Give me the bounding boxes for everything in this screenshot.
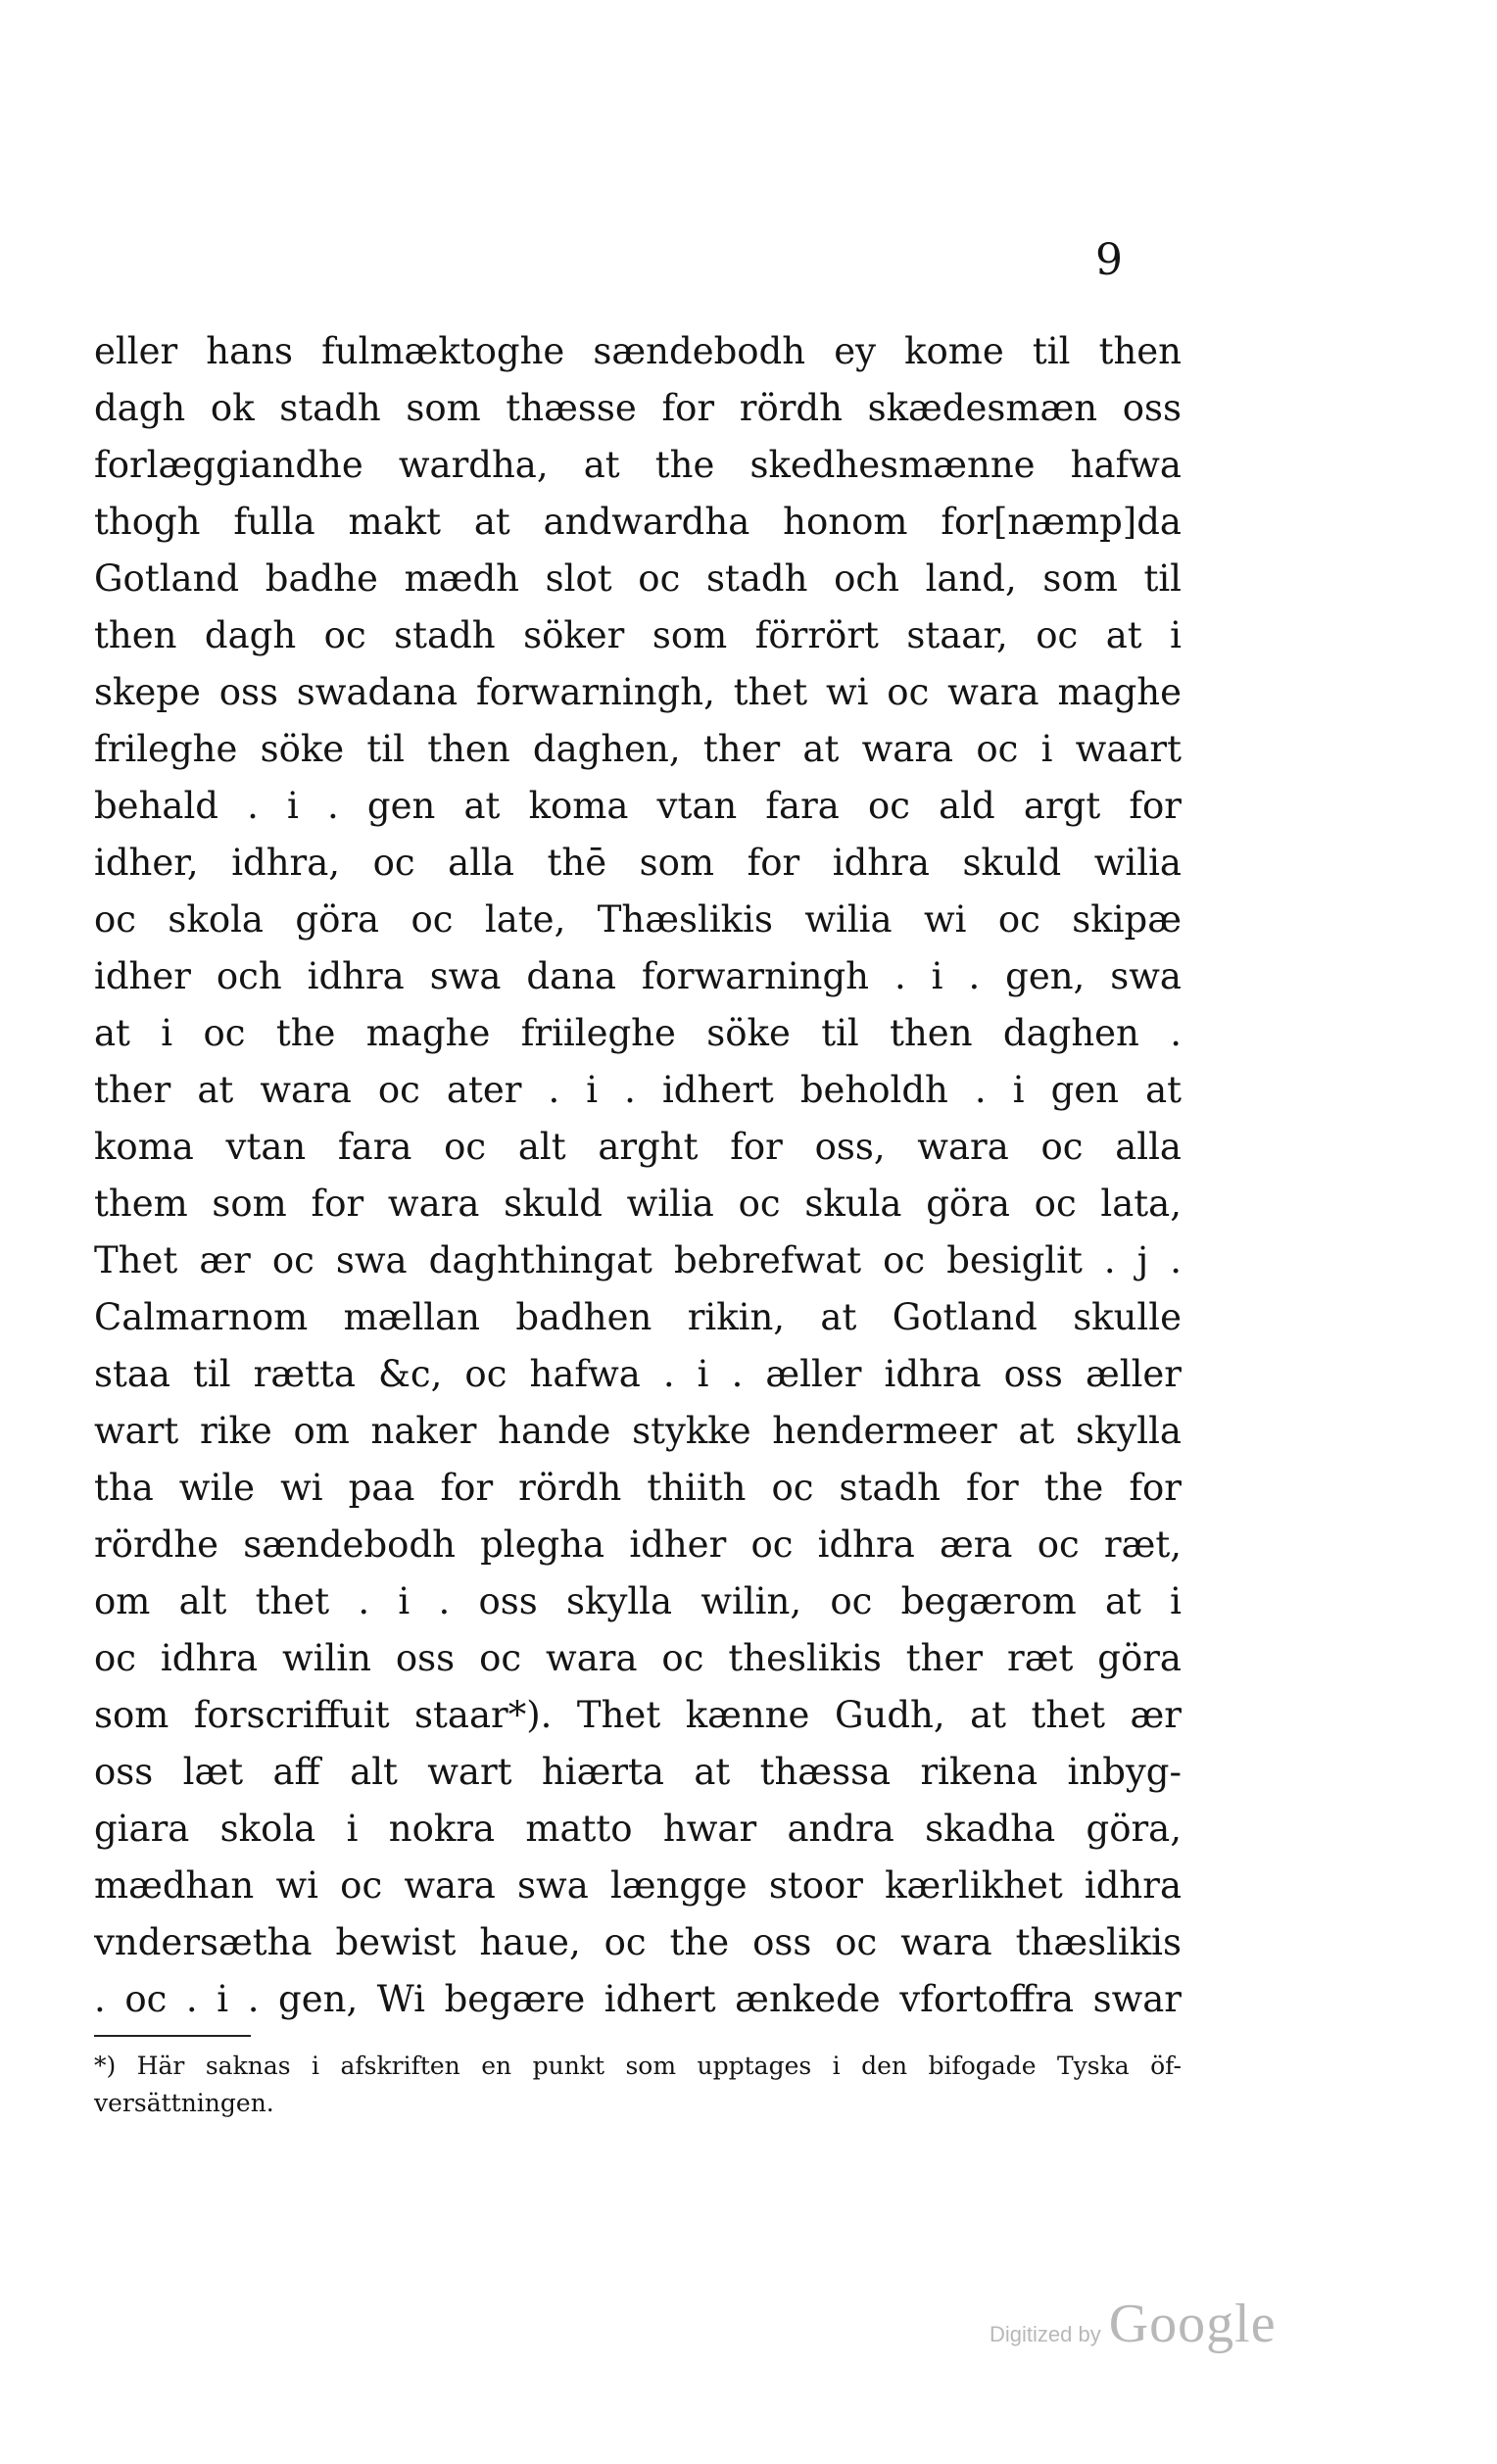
text-line: idher, idhra, oc alla thē som for idhra skuld wilia xyxy=(94,842,1182,884)
google-logo: Google xyxy=(1108,2294,1277,2354)
text-line: Calmarnom mællan badhen rikin, at Gotland skulle xyxy=(94,1296,1182,1338)
text-line: them som for wara skuld wilia oc skula göra oc lata, xyxy=(94,1183,1182,1225)
text-line: Gotland badhe mædh slot oc stadh och land, som til xyxy=(94,557,1182,600)
text-line: rördhe sændebodh plegha idher oc idhra æra oc ræt, xyxy=(94,1523,1182,1566)
text-line: mædhan wi oc wara swa længge stoor kærlikhet idhra xyxy=(94,1864,1182,1907)
text-line: oss læt aff alt wart hiærta at thæssa rikena inbyg- xyxy=(94,1751,1182,1793)
text-line: frileghe söke til then daghen, ther at wara oc i waart xyxy=(94,728,1182,770)
footnote-divider xyxy=(94,2035,251,2037)
text-line: tha wile wi paa for rördh thiith oc stadh for the for xyxy=(94,1467,1182,1509)
digitized-watermark xyxy=(990,2293,1277,2354)
text-line: staa til rætta &c, oc hafwa . i . æller idhra oss æller xyxy=(94,1353,1182,1395)
page-number: 9 xyxy=(1095,235,1123,285)
footnote-line: versättningen. xyxy=(94,2089,274,2117)
body-text xyxy=(94,323,1182,2028)
text-line: . oc . i . gen, Wi begære idhert ænkede vfortoffra swar xyxy=(94,1978,1182,2020)
footnote xyxy=(94,2048,1182,2122)
text-line: som forscriffuit staar*). Thet kænne Gudh, at thet ær xyxy=(94,1694,1182,1736)
text-line: eller hans fulmæktoghe sændebodh ey kome til then xyxy=(94,330,1182,372)
text-line: thogh fulla makt at andwardha honom for[næmp]da xyxy=(94,501,1182,543)
text-line: Thet ær oc swa daghthingat bebrefwat oc besiglit . j . xyxy=(94,1239,1182,1281)
text-line: giara skola i nokra matto hwar andra skadha göra, xyxy=(94,1808,1182,1850)
text-line: koma vtan fara oc alt arght for oss, wara oc alla xyxy=(94,1126,1182,1168)
text-line: oc skola göra oc late, Thæslikis wilia wi oc skipæ xyxy=(94,898,1182,941)
text-line: om alt thet . i . oss skylla wilin, oc begærom at i xyxy=(94,1580,1182,1622)
text-line: skepe oss swadana forwarningh, thet wi oc wara maghe xyxy=(94,671,1182,713)
text-line: ther at wara oc ater . i . idhert beholdh . i gen at xyxy=(94,1069,1182,1111)
watermark-prefix: Digitized by xyxy=(990,2322,1101,2346)
text-line: then dagh oc stadh söker som förrört staar, oc at i xyxy=(94,614,1182,656)
text-line: wart rike om naker hande stykke hendermeer at skylla xyxy=(94,1410,1182,1452)
text-line: at i oc the maghe friileghe söke til then daghen . xyxy=(94,1012,1182,1054)
text-line: oc idhra wilin oss oc wara oc theslikis ther ræt göra xyxy=(94,1637,1182,1679)
text-line: dagh ok stadh som thæsse for rördh skædesmæn oss xyxy=(94,387,1182,429)
text-line: behald . i . gen at koma vtan fara oc ald argt for xyxy=(94,785,1182,827)
text-line: vndersætha bewist haue, oc the oss oc wara thæslikis xyxy=(94,1921,1182,1963)
text-line: forlæggiandhe wardha, at the skedhesmænne hafwa xyxy=(94,444,1182,486)
text-line: idher och idhra swa dana forwarningh . i . gen, swa xyxy=(94,955,1182,997)
footnote-line: *) Här saknas i afskriften en punkt som upptages i den bifogade Tyska öf- xyxy=(94,2052,1182,2080)
